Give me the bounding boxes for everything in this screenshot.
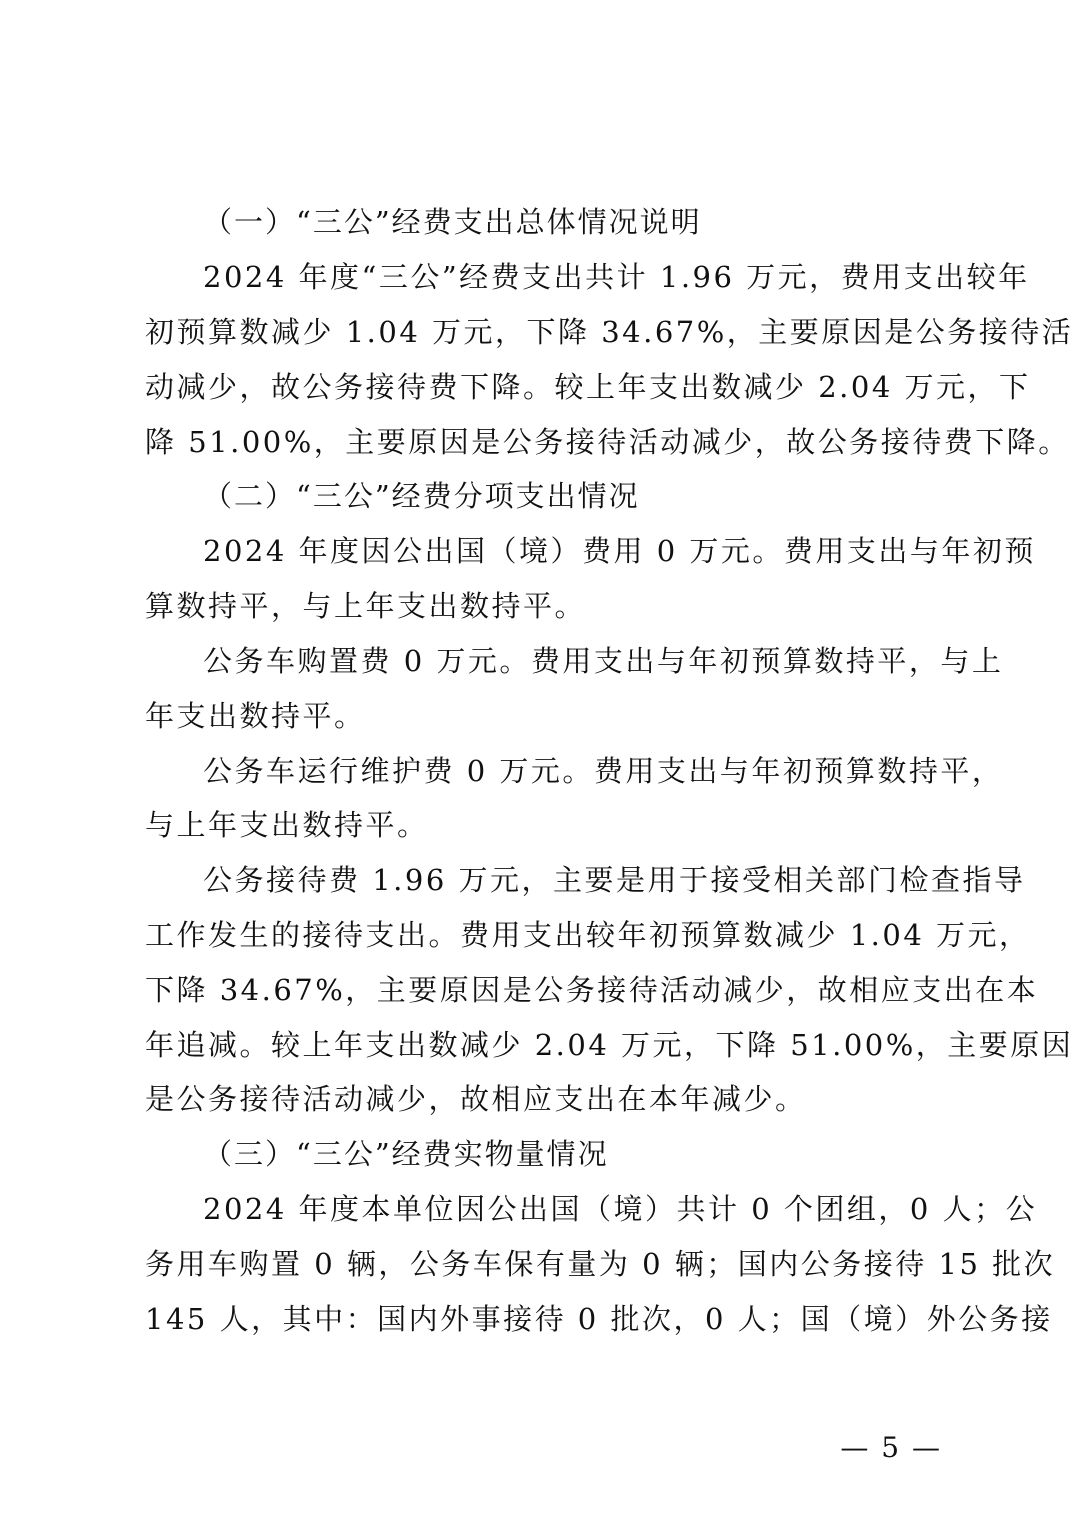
paragraph-line: 2024 年度因公出国（境）费用 0 万元。费用支出与年初预 (203, 534, 1036, 568)
paragraph-line: 下降 34.67%，主要原因是公务接待活动减少，故相应支出在本 (145, 973, 1039, 1007)
paragraph-line: 年支出数持平。 (145, 699, 366, 733)
paragraph-line: 年追减。较上年支出数减少 2.04 万元，下降 51.00%，主要原因 (145, 1028, 1074, 1062)
paragraph-line: 初预算数减少 1.04 万元，下降 34.67%，主要原因是公务接待活 (145, 315, 1074, 349)
paragraph-line: 公务车购置费 0 万元。费用支出与年初预算数持平，与上 (203, 644, 1004, 678)
page-number: — 5 — (840, 1431, 942, 1464)
section-heading-3: （三）“三公”经费实物量情况 (203, 1137, 609, 1171)
paragraph-line: 145 人，其中：国内外事接待 0 批次，0 人；国（境）外公务接 (145, 1302, 1053, 1336)
paragraph-line: 务用车购置 0 辆，公务车保有量为 0 辆；国内公务接待 15 批次 (145, 1247, 1056, 1281)
paragraph-line: 动减少，故公务接待费下降。较上年支出数减少 2.04 万元，下 (145, 370, 1031, 404)
paragraph-line: 算数持平，与上年支出数持平。 (145, 589, 587, 623)
paragraph-line: 降 51.00%，主要原因是公务接待活动减少，故公务接待费下降。 (145, 425, 1070, 459)
paragraph-line: 2024 年度本单位因公出国（境）共计 0 个团组，0 人；公 (203, 1192, 1038, 1226)
paragraph-line: 公务车运行维护费 0 万元。费用支出与年初预算数持平， (203, 754, 1004, 788)
paragraph-line: 工作发生的接待支出。费用支出较年初预算数减少 1.04 万元， (145, 918, 1031, 952)
section-heading-2: （二）“三公”经费分项支出情况 (203, 479, 640, 513)
paragraph-line: 与上年支出数持平。 (145, 808, 429, 842)
paragraph-line: 公务接待费 1.96 万元，主要是用于接受相关部门检查指导 (203, 863, 1026, 897)
section-heading-1: （一）“三公”经费支出总体情况说明 (203, 205, 702, 239)
paragraph-line: 2024 年度“三公”经费支出共计 1.96 万元，费用支出较年 (203, 260, 1030, 294)
paragraph-line: 是公务接待活动减少，故相应支出在本年减少。 (145, 1082, 807, 1116)
